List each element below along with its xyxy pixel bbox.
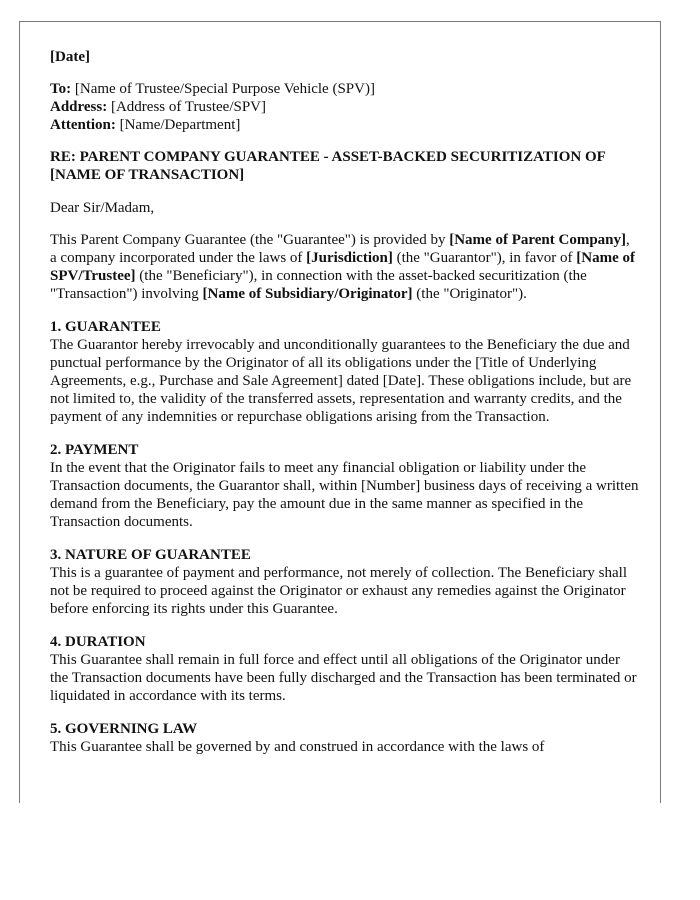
intro-text: (the "Beneficiary"), in connection with the asset-backed securitization (the "Transaction") involving (50, 268, 587, 302)
section-body: This Guarantee shall be governed by and construed in accordance with the laws of (50, 739, 545, 755)
section-guarantee (50, 318, 640, 426)
intro-text: This Parent Company Guarantee (the "Guarantee") is provided by (50, 232, 450, 248)
to-label: To: (50, 81, 72, 97)
document-page (19, 21, 661, 803)
section-body: The Guarantor hereby irrevocably and unconditionally guarantees to the Beneficiary the due and punctual performance by the Originator of all its obligations under the [Title of Underlying Agreements, e.g., Purchase and Sale Agreement] dated [Date]. These obligations include, but are not limited to, the validity of the transferred assets, representation and warranty credits, and the payment of any indemnities or repurchase obligations arising from the Transaction. (50, 337, 632, 425)
section-body: This Guarantee shall remain in full force and effect until all obligations of the Originator under the Transaction documents have been fully discharged and the Transaction has been terminated or liquidated in accordance with its terms. (50, 652, 637, 704)
section-heading: 5. GOVERNING LAW (50, 721, 198, 737)
intro-text: , a company incorporated under the laws of (50, 232, 630, 266)
section-nature-of-guarantee (50, 546, 640, 618)
attention-value: [Name/Department] (115, 117, 241, 133)
salutation: Dear Sir/Madam, (50, 200, 155, 216)
attention-line (50, 116, 640, 134)
section-body: This is a guarantee of payment and performance, not merely of collection. The Beneficiary shall not be required to proceed against the Originator or exhaust any remedies against the Originator before enforcing its rights under this Guarantee. (50, 565, 628, 617)
section-governing-law (50, 720, 640, 756)
attention-label: Attention: (50, 117, 116, 133)
section-body: In the event that the Originator fails to meet any financial obligation or liability under the Transaction documents, the Guarantor shall, within [Number] business days of receiving a written demand from the Beneficiary, pay the amount due in the same manner as specified in the Transaction documents. (50, 460, 639, 530)
section-heading: 1. GUARANTEE (50, 319, 161, 335)
address-label: Address: (50, 99, 108, 115)
address-line (50, 98, 640, 116)
address-value: [Address of Trustee/SPV] (107, 99, 266, 115)
section-duration (50, 633, 640, 705)
intro-bold: [Name of SPV/Trustee] (50, 250, 636, 284)
intro-paragraph (50, 231, 640, 303)
to-value: [Name of Trustee/Special Purpose Vehicle (SPV)] (71, 81, 375, 97)
section-heading: 4. DURATION (50, 634, 146, 650)
subject-line: RE: PARENT COMPANY GUARANTEE - ASSET-BACKED SECURITIZATION OF [NAME OF TRANSACTION] (50, 149, 606, 183)
section-payment (50, 441, 640, 531)
intro-bold: [Name of Parent Company] (449, 232, 626, 248)
section-heading: 2. PAYMENT (50, 442, 139, 458)
intro-bold: [Jurisdiction] (306, 250, 393, 266)
to-line (50, 80, 640, 98)
intro-text: (the "Guarantor"), in favor of (392, 250, 577, 266)
section-heading: 3. NATURE OF GUARANTEE (50, 547, 251, 563)
intro-bold: [Name of Subsidiary/Originator] (202, 286, 413, 302)
letter-date: [Date] (50, 49, 90, 65)
addressee-block (50, 80, 640, 134)
intro-text: (the "Originator"). (412, 286, 527, 302)
letter-content (50, 48, 640, 771)
